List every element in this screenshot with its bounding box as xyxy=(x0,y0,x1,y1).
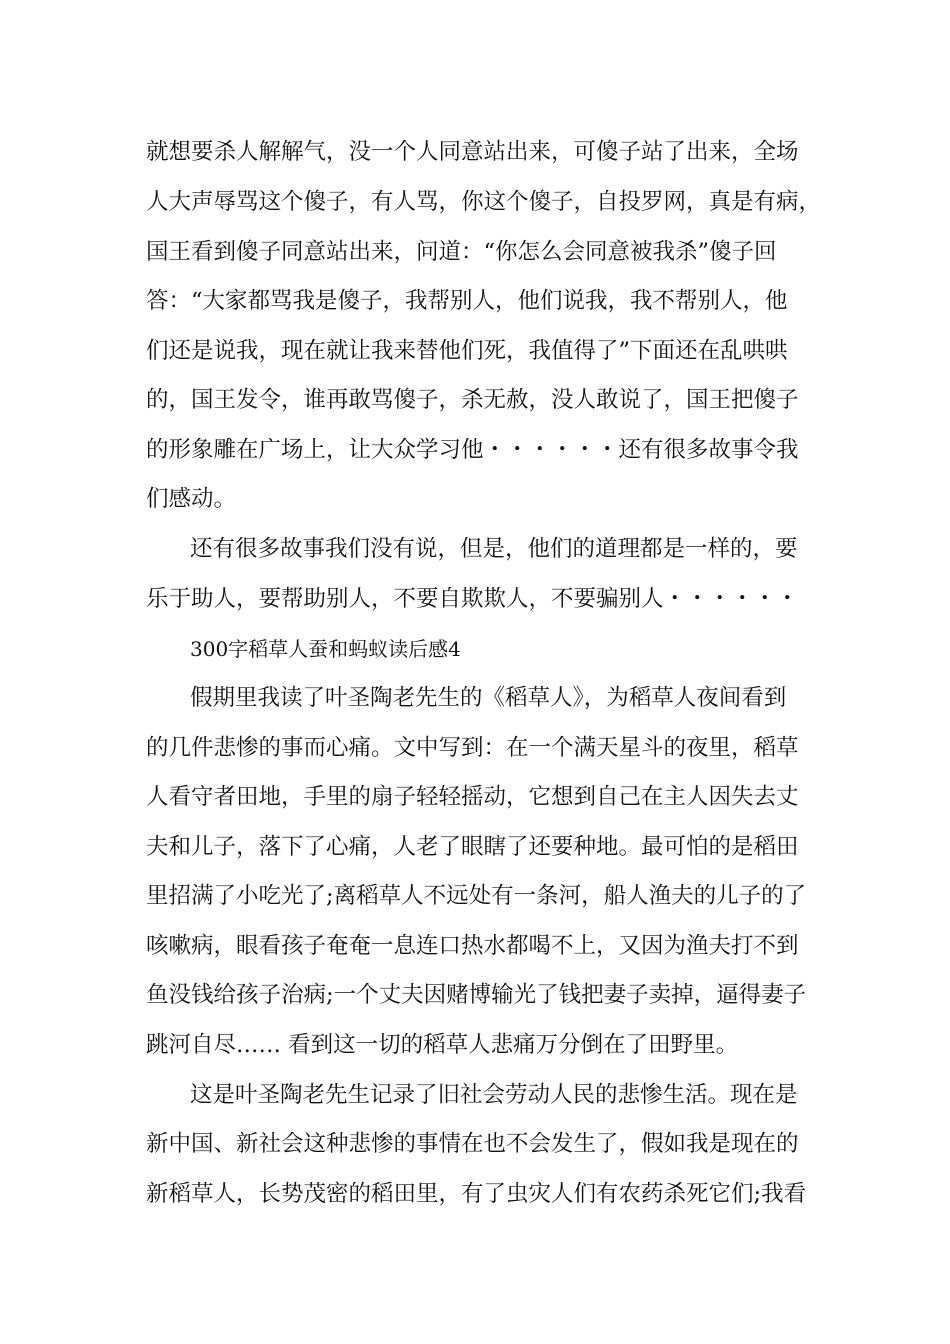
paragraph-first-line: 假期里我读了叶圣陶老先生的《稻草人》，为稻草人夜间看到 xyxy=(190,685,787,711)
paragraph-first-line: 还有很多故事我们没有说，但是，他们的道理都是一样的，要 xyxy=(190,536,798,562)
text-line: 鱼没钱给孩子治病;一个丈夫因赌博输光了钱把妻子卖掉，逼得妻子 xyxy=(146,982,807,1008)
text-line: 答：“大家都骂我是傻子，我帮别人，他们说我，我不帮别人，他 xyxy=(146,288,788,314)
text-line: 新稻草人，长势茂密的稻田里，有了虫灾人们有农药杀死它们;我看 xyxy=(146,1181,807,1207)
text-line: 就想要杀人解解气，没一个人同意站出来，可傻子站了出来，全场 xyxy=(146,139,799,165)
text-line: 的几件悲惨的事而心痛。文中写到：在一个满天星斗的夜里，稻草 xyxy=(146,735,799,761)
text-line: 人大声辱骂这个傻子，有人骂，你这个傻子，自投罗网，真是有病， xyxy=(146,189,822,215)
section-heading: 300字稻草人蚕和蚂蚁读后感4 xyxy=(190,637,461,661)
paragraph-first-line: 这是叶圣陶老先生记录了旧社会劳动人民的悲惨生活。现在是 xyxy=(190,1082,798,1108)
text-line: 新中国、新社会这种悲惨的事情在也不会发生了，假如我是现在的 xyxy=(146,1131,799,1157)
text-line: 跳河自尽…… 看到这一切的稻草人悲痛万分倒在了田野里。 xyxy=(146,1032,739,1058)
text-line: 夫和儿子，落下了心痛，人老了眼瞎了还要种地。最可怕的是稻田 xyxy=(146,834,799,860)
text-line: 人看守者田地，手里的扇子轻轻摇动，它想到自己在主人因失去丈 xyxy=(146,784,799,810)
text-line: 们感动。 xyxy=(146,486,237,512)
text-line: 的，国王发令，谁再敢骂傻子，杀无赦，没人敢说了，国王把傻子 xyxy=(146,387,799,413)
text-line: 咳嗽病，眼看孩子奄奄一息连口热水都喝不上，又因为渔夫打不到 xyxy=(146,933,799,959)
text-line: 里招满了小吃光了;离稻草人不远处有一条河，船人渔夫的儿子的了 xyxy=(146,883,807,909)
text-line: 们还是说我，现在就让我来替他们死，我值得了”下面还在乱哄哄 xyxy=(146,338,788,364)
text-line: 的形象雕在广场上，让大众学习他・・・・・・还有很多故事令我 xyxy=(146,437,799,463)
text-line: 国王看到傻子同意站出来，问道：“你怎么会同意被我杀”傻子回 xyxy=(146,239,777,265)
text-line: 乐于助人，要帮助别人，不要自欺欺人，不要骗别人・・・・・・ xyxy=(146,586,799,612)
